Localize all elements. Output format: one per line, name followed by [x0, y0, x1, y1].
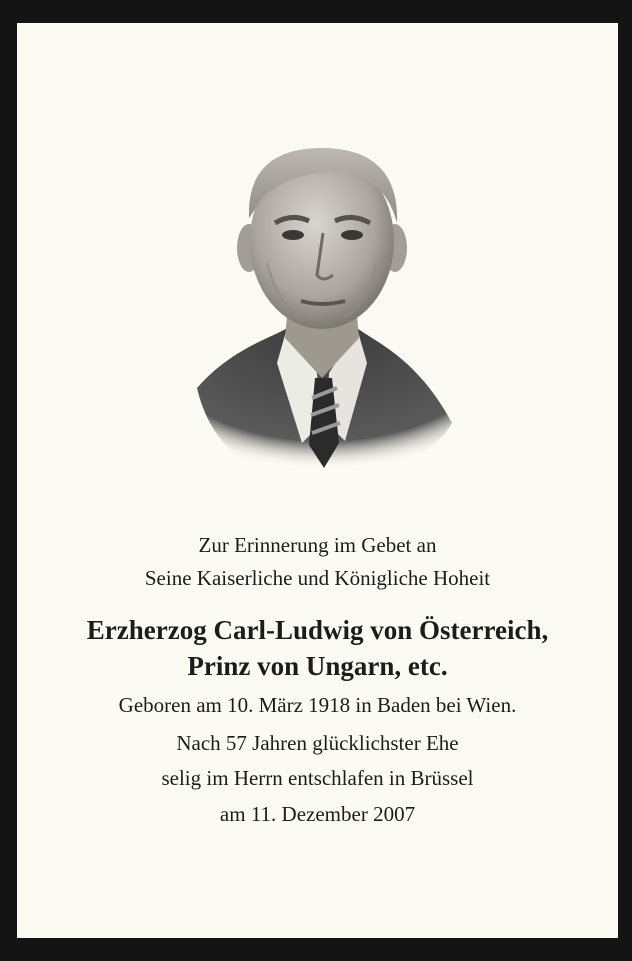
memorial-card	[17, 23, 618, 938]
death-line: selig im Herrn entschlafen in Brüssel	[161, 766, 474, 790]
name-line-1: Erzherzog Carl-Ludwig von Österreich,	[86, 615, 549, 645]
portrait-photo	[177, 123, 467, 488]
name-line-2: Prinz von Ungarn, etc.	[187, 651, 448, 681]
intro-line-1: Zur Erinnerung im Gebet an	[198, 533, 437, 557]
birth-line: Geboren am 10. März 1918 in Baden bei Wien.	[118, 693, 517, 717]
intro-line-2: Seine Kaiserliche und Königliche Hoheit	[144, 566, 491, 590]
marriage-line: Nach 57 Jahren glücklichster Ehe	[176, 731, 459, 755]
date-line: am 11. Dezember 2007	[219, 802, 416, 826]
